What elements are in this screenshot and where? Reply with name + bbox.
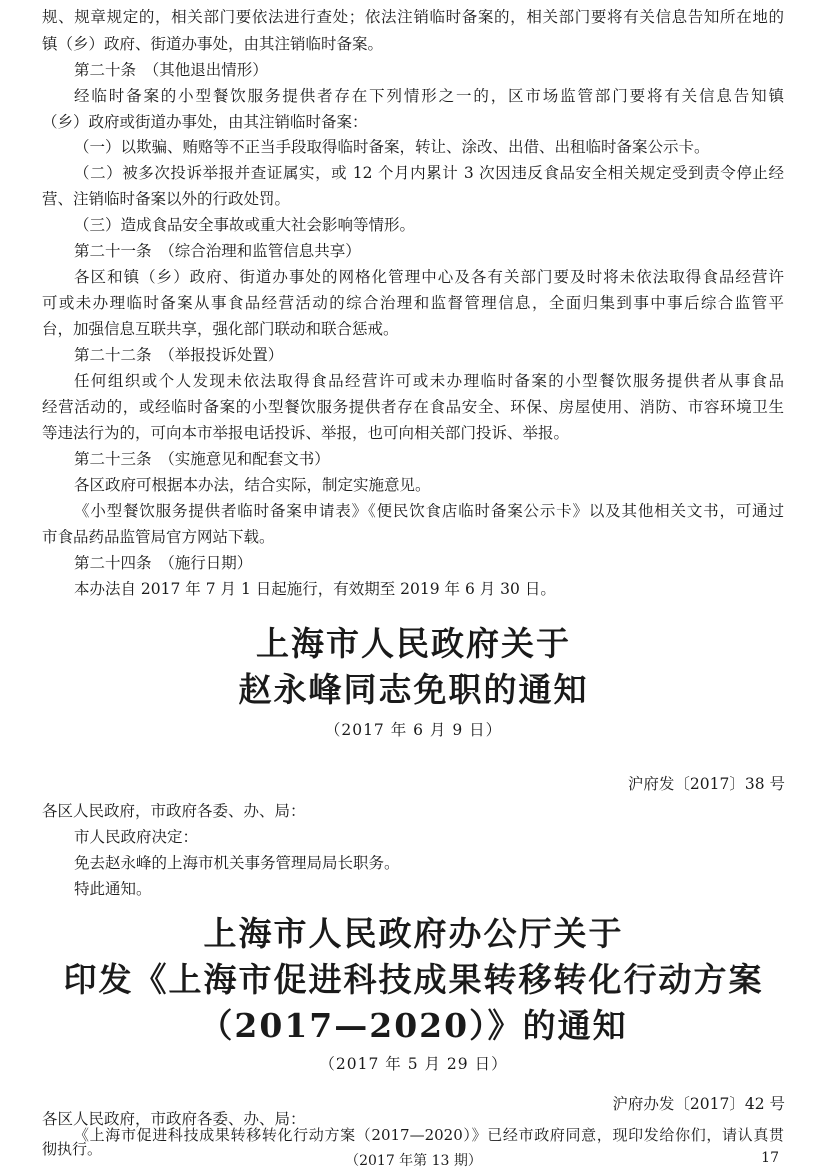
notice-title: （2017—2020）》的通知 [199,1006,628,1045]
text-line: 镇（乡）政府、街道办事处，由其注销临时备案。 [42,35,384,53]
text-line: 免去赵永峰的上海市机关事务管理局局长职务。 [74,854,400,872]
text-line: 等违法行为的，可向本市举报电话投诉、举报，也可向相关部门投诉、举报。 [42,424,570,442]
text-line: （乡）政府或街道办事处，由其注销临时备案： [42,113,368,131]
article-heading: 第二十三条 （实施意见和配套文书） [74,450,330,468]
notice-date: （2017 年 5 月 29 日） [319,1055,508,1073]
text-line: 本办法自 2017 年 7 月 1 日起施行，有效期至 2019 年 6 月 30 日。 [74,580,556,598]
page-number: 17 [761,1150,779,1166]
issue-label: （2017 年第 13 期） [345,1153,482,1169]
text-line: 彻执行。 [42,1140,103,1158]
text-line: 任何组织或个人发现未依法取得食品经营许可或未办理临时备案的小型餐饮服务提供者从事食品 [74,372,784,390]
article-heading: 第二十四条 （施行日期） [74,554,253,572]
text-line: 营、注销临时备案以外的行政处罚。 [42,190,291,208]
text-line: 可或未办理临时备案从事食品经营活动的综合治理和监督管理信息，全面归集到事中事后综合监管平 [42,294,784,312]
text-line: 市人民政府决定： [74,828,199,846]
recipients: 各区人民政府，市政府各委、办、局： [42,1110,306,1128]
text-line: （一）以欺骗、贿赂等不正当手段取得临时备案，转让、涂改、出借、出租临时备案公示卡。 [74,138,710,156]
text-line: （二）被多次投诉举报并查证属实，或 12 个月内累计 3 次因违反食品安全相关规定受到责令停止经 [74,164,784,182]
document-number: 沪府发〔2017〕38 号 [627,775,785,793]
article-heading: 第二十二条 （举报投诉处置） [74,346,284,364]
article-heading: 第二十一条 （综合治理和监管信息共享） [74,242,361,260]
notice-title: 印发《上海市促进科技成果转移转化行动方案 [63,960,764,999]
document-number: 沪府办发〔2017〕42 号 [612,1095,785,1113]
text-line: 各区和镇（乡）政府、街道办事处的网格化管理中心及各有关部门要及时将未依法取得食品经营许 [74,268,784,286]
text-line: 市食品药品监管局官方网站下载。 [42,528,275,546]
text-line: 经临时备案的小型餐饮服务提供者存在下列情形之一的，区市场监管部门要将有关信息告知镇 [74,87,784,105]
notice-title: 上海市人民政府办公厅关于 [203,914,624,953]
recipients: 各区人民政府，市政府各委、办、局： [42,802,306,820]
article-heading: 第二十条 （其他退出情形） [74,61,268,79]
text-line: 各区政府可根据本办法，结合实际，制定实施意见。 [74,476,431,494]
notice-date: （2017 年 6 月 9 日） [324,721,503,739]
notice-title: 上海市人民政府关于 [256,624,571,663]
text-line: 《小型餐饮服务提供者临时备案申请表》《便民饮食店临时备案公示卡》以及其他相关文书，可通过 [74,502,784,520]
text-line: 《上海市促进科技成果转移转化行动方案（2017—2020）》已经市政府同意，现印发给你们，请认真贯 [74,1126,784,1144]
text-line: 规、规章规定的，相关部门要依法进行查处；依法注销临时备案的，相关部门要将有关信息告知所在地的 [42,8,784,26]
notice-title: 赵永峰同志免职的通知 [238,670,589,709]
text-line: 经营活动的，或经临时备案的小型餐饮服务提供者存在食品安全、环保、房屋使用、消防、市容环境卫生 [42,398,784,416]
text-line: 特此通知。 [74,880,152,898]
text-line: （三）造成食品安全事故或重大社会影响等情形。 [74,216,416,234]
text-line: 台，加强信息互联共享，强化部门联动和联合惩戒。 [42,320,399,338]
